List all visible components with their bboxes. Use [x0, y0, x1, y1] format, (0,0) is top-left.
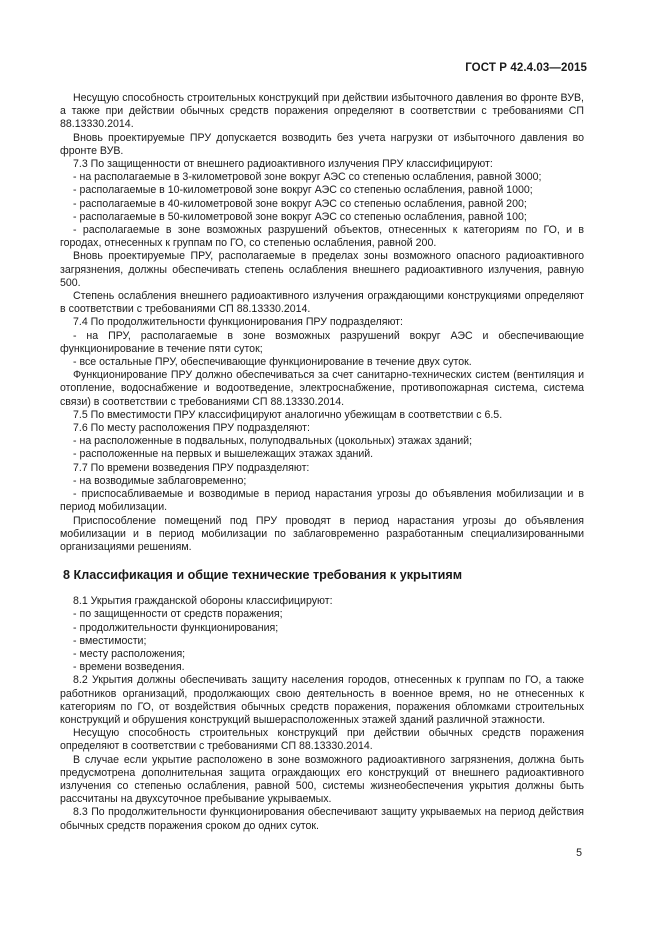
section-heading: 8 Классификация и общие технические требования к укрытиям: [63, 568, 463, 583]
paragraph: 7.6 По месту расположения ПРУ подразделяют:: [73, 422, 310, 435]
paragraph: 8.3 По продолжительности функционирования обеспечивают защиту укрываемых на период действия обычных средств поражения сроком до одних суток.: [60, 806, 584, 832]
document-header: ГОСТ Р 42.4.03—2015: [465, 62, 587, 74]
paragraph: 7.5 По вместимости ПРУ классифицируют аналогично убежищам в соответствии с 6.5.: [73, 408, 503, 421]
paragraph: - расположенные на первых и вышележащих этажах зданий.: [73, 448, 374, 461]
paragraph: - все остальные ПРУ, обеспечивающие функционирование в течение двух суток.: [73, 356, 472, 369]
paragraph: - располагаемые в 50-километровой зоне вокруг АЭС со степенью ослабления, равной 100;: [73, 210, 527, 223]
paragraph: Приспособление помещений под ПРУ проводят в период нарастания угрозы до объявления мобилизации и в период мобилизации по заблаговременно разработанным специализированными организациями решениям.: [60, 514, 584, 553]
paragraph: 8.2 Укрытия должны обеспечивать защиту населения городов, отнесенных к группам по ГО, а также работников организаций, продолжающих свою деятельность в военное время, но не отнесенных к категориям по ГО, от воздействия обычных средств поражения, поражения обломками строительных конструкций и обрушения конструкций вышерасположенных этажей зданий различной этажности.: [60, 674, 584, 726]
paragraph: 7.4 По продолжительности функционирования ПРУ подразделяют:: [73, 316, 403, 329]
paragraph: Вновь проектируемые ПРУ допускается возводить без учета нагрузки от избыточного давления во фронте ВУВ.: [60, 131, 584, 157]
paragraph: - на возводимые заблаговременно;: [73, 474, 247, 487]
page-number: 5: [576, 847, 582, 859]
paragraph: Несущую способность строительных конструкций при действии избыточного давления во фронте ВУВ, а также при действии обычных средств поражения определяют в соответствии с требованиями СП 88.13330.2014.: [60, 92, 584, 131]
paragraph: - располагаемые в зоне возможных разрушений объектов, отнесенных к категориям по ГО, и в городах, отнесенных к группам по ГО, со степенью ослабления, равной 200.: [60, 224, 584, 250]
document-body: [60, 92, 584, 833]
paragraph: - месту расположения;: [73, 647, 186, 660]
paragraph: Функционирование ПРУ должно обеспечиваться за счет санитарно-технических систем (вентиляция и отопление, водоснабжение и водоотведение, электроснабжение, противопожарная система, система связи) в соответствии с требованиями СП 88.13330.2014.: [60, 369, 584, 408]
paragraph: - на ПРУ, располагаемые в зоне возможных разрушений вокруг АЭС и обеспечивающие функционирование в течение пяти суток;: [60, 329, 584, 355]
paragraph: Несущую способность строительных конструкций при действии обычных средств поражения определяют в соответствии с требованиями СП 88.13330.2014.: [60, 727, 584, 753]
body-after-section: [60, 595, 584, 833]
paragraph: - приспосабливаемые и возводимые в период нарастания угрозы до объявления мобилизации и в период мобилизации.: [60, 488, 584, 514]
paragraph: 8.1 Укрытия гражданской обороны классифицируют:: [73, 595, 333, 608]
paragraph: - вместимости;: [73, 634, 147, 647]
paragraph: - по защищенности от средств поражения;: [73, 608, 283, 621]
paragraph: В случае если укрытие расположено в зоне возможного радиоактивного загрязнения, должна быть предусмотрена дополнительная защита ограждающих его конструкций от внешнего радиоактивного излучения со степенью ослабления, равной 500, системы жизнеобеспечения укрытия должны быть рассчитаны на двухсуточное пребывание укрываемых.: [60, 753, 584, 806]
paragraph: Вновь проектируемые ПРУ, располагаемые в пределах зоны возможного опасного радиоактивного загрязнения, должны обеспечивать степень ослабления внешнего радиоактивного излучения, равную 500.: [60, 250, 584, 289]
paragraph: - времени возведения.: [73, 661, 185, 674]
paragraph: - располагаемые в 40-километровой зоне вокруг АЭС со степенью ослабления, равной 200;: [73, 197, 527, 210]
paragraph: - продолжительности функционирования;: [73, 621, 279, 634]
paragraph: - на расположенные в подвальных, полуподвальных (цокольных) этажах зданий;: [73, 435, 473, 448]
body-before-section: [60, 92, 584, 554]
paragraph: 7.7 По времени возведения ПРУ подразделяют:: [73, 461, 310, 474]
paragraph: 7.3 По защищенности от внешнего радиоактивного излучения ПРУ классифицируют:: [73, 158, 493, 171]
paragraph: - располагаемые в 10-километровой зоне вокруг АЭС со степенью ослабления, равной 1000;: [73, 184, 533, 197]
paragraph: - на располагаемые в 3-километровой зоне вокруг АЭС со степенью ослабления, равной 3000;: [73, 171, 542, 184]
paragraph: Степень ослабления внешнего радиоактивного излучения ограждающими конструкциями определяют в соответствии с требованиями СП 88.13330.2014.: [60, 290, 584, 316]
